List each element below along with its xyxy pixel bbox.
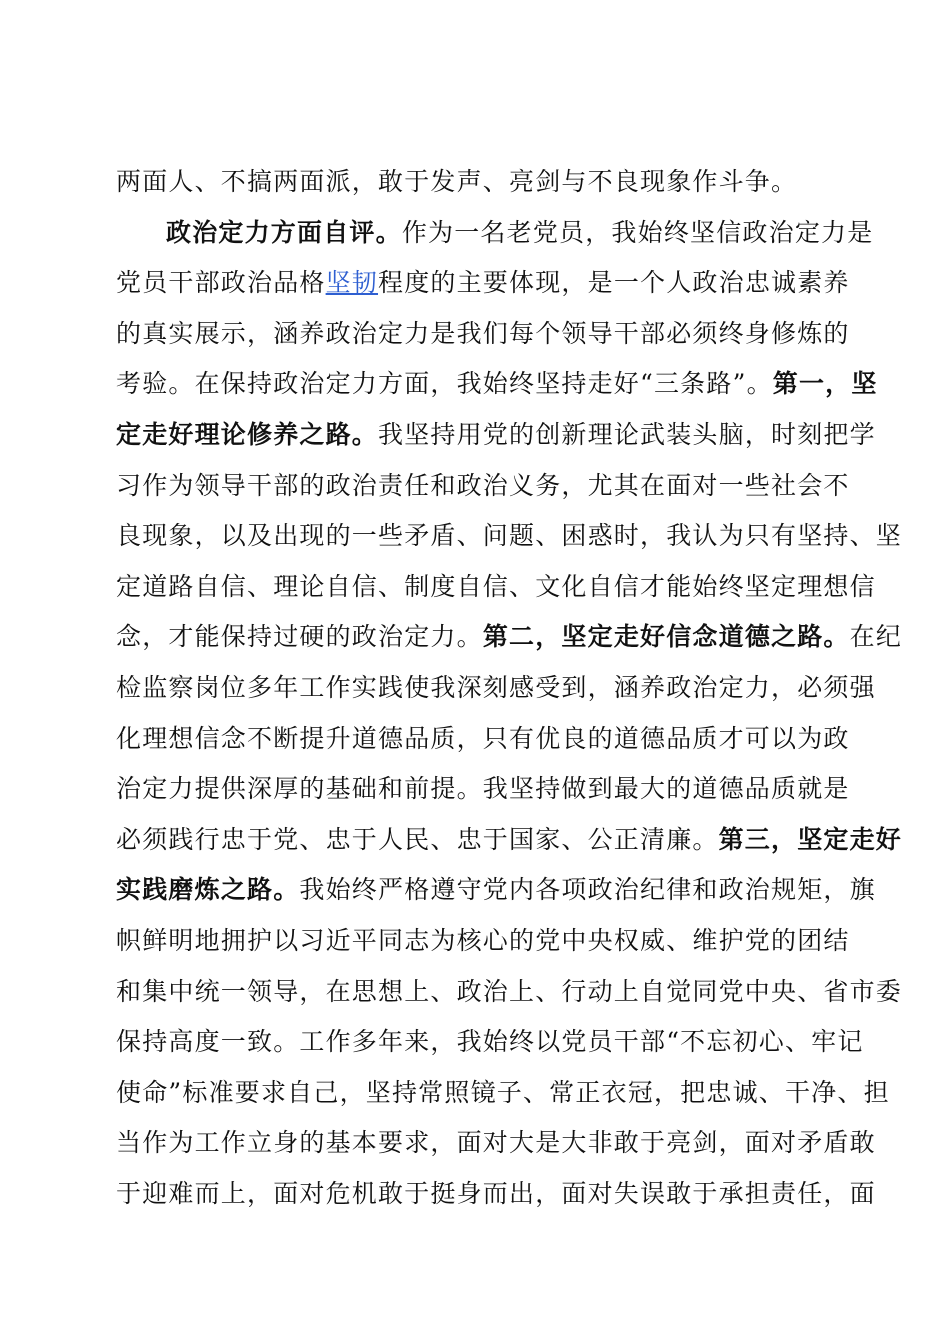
text-line [116,359,878,409]
body-text: 良现象，以及出现的一些矛盾、问题、困惑时，我认为只有坚持、坚 [116,521,903,551]
text-line [116,157,836,207]
text-line [116,511,903,561]
body-text: 我坚持用党的创新理论武装头脑，时刻把学 [378,420,876,449]
text-line [116,815,903,865]
body-text: 检监察岗位多年工作实践使我深刻感受到，涵养政治定力，必须强 [116,673,876,702]
text-line [116,916,850,966]
bold-heading-text: 第三，坚定走好 [718,824,903,854]
body-text: 使命”标准要求自己，坚持常照镜子、常正衣冠，把忠诚、干净、担 [116,1077,890,1107]
text-line [116,1017,864,1067]
body-text: 两面人、不搞两面派，敢于发声、亮剑与不良现象作斗争。 [116,167,798,196]
hyperlink-text[interactable]: 坚韧 [325,268,379,298]
text-line [116,1118,876,1168]
body-text: 念，才能保持过硬的政治定力。 [116,622,483,652]
body-text: 于迎难而上，面对危机敢于挺身而出，面对失误敢于承担责任，面 [116,1179,876,1208]
body-text: 帜鲜明地拥护以习近平同志为核心的党中央权威、维护党的团结 [116,926,850,955]
bold-heading-text: 第一，坚 [772,369,878,399]
body-text: 定道路自信、理论自信、制度自信、文化自信才能始终坚定理想信 [116,571,876,601]
bold-heading-text: 定走好理论修养之路。 [116,420,379,449]
text-line [116,410,876,460]
body-text: 化理想信念不断提升道德品质，只有优良的道德品质才可以为政 [116,723,850,753]
text-line [116,714,850,764]
text-line [116,1068,890,1118]
body-text: 在纪 [849,622,903,652]
text-line [116,1169,876,1219]
text-line [116,764,850,814]
body-text: 的真实展示，涵养政治定力是我们每个领导干部必须终身修炼的 [116,318,850,348]
text-line [166,208,874,258]
text-line [116,612,903,662]
text-line [116,309,850,359]
body-text: 习作为领导干部的政治责任和政治义务，尤其在面对一些社会不 [116,470,850,500]
body-text: 程度的主要体现，是一个人政治忠诚素养 [378,268,850,298]
text-line [116,258,850,308]
bold-heading-text: 第二，坚定走好信念道德之路。 [482,622,850,652]
text-line [116,967,903,1017]
text-line [116,865,876,915]
text-line [116,461,850,511]
body-text: 党员干部政治品格 [116,268,326,298]
text-line [116,562,876,612]
bold-heading-text: 实践磨炼之路。 [116,875,300,905]
body-text: 治定力提供深厚的基础和前提。我坚持做到最大的道德品质就是 [116,774,850,804]
body-text: 和集中统一领导，在思想上、政治上、行动上自觉同党中央、省市委 [116,976,903,1006]
body-text: 我始终严格遵守党内各项政治纪律和政治规矩，旗 [299,875,876,905]
bold-heading-text: 政治定力方面自评。 [166,217,402,247]
text-line [116,663,876,713]
body-text: 考验。在保持政治定力方面，我始终坚持走好“三条路”。 [116,369,773,399]
body-text: 保持高度一致。工作多年来，我始终以党员干部“不忘初心、牢记 [116,1027,864,1057]
body-text: 当作为工作立身的基本要求，面对大是大非敢于亮剑，面对矛盾敢 [116,1128,876,1158]
body-text: 必须践行忠于党、忠于人民、忠于国家、公正清廉。 [116,824,719,854]
body-text: 作为一名老党员，我始终坚信政治定力是 [401,217,874,247]
